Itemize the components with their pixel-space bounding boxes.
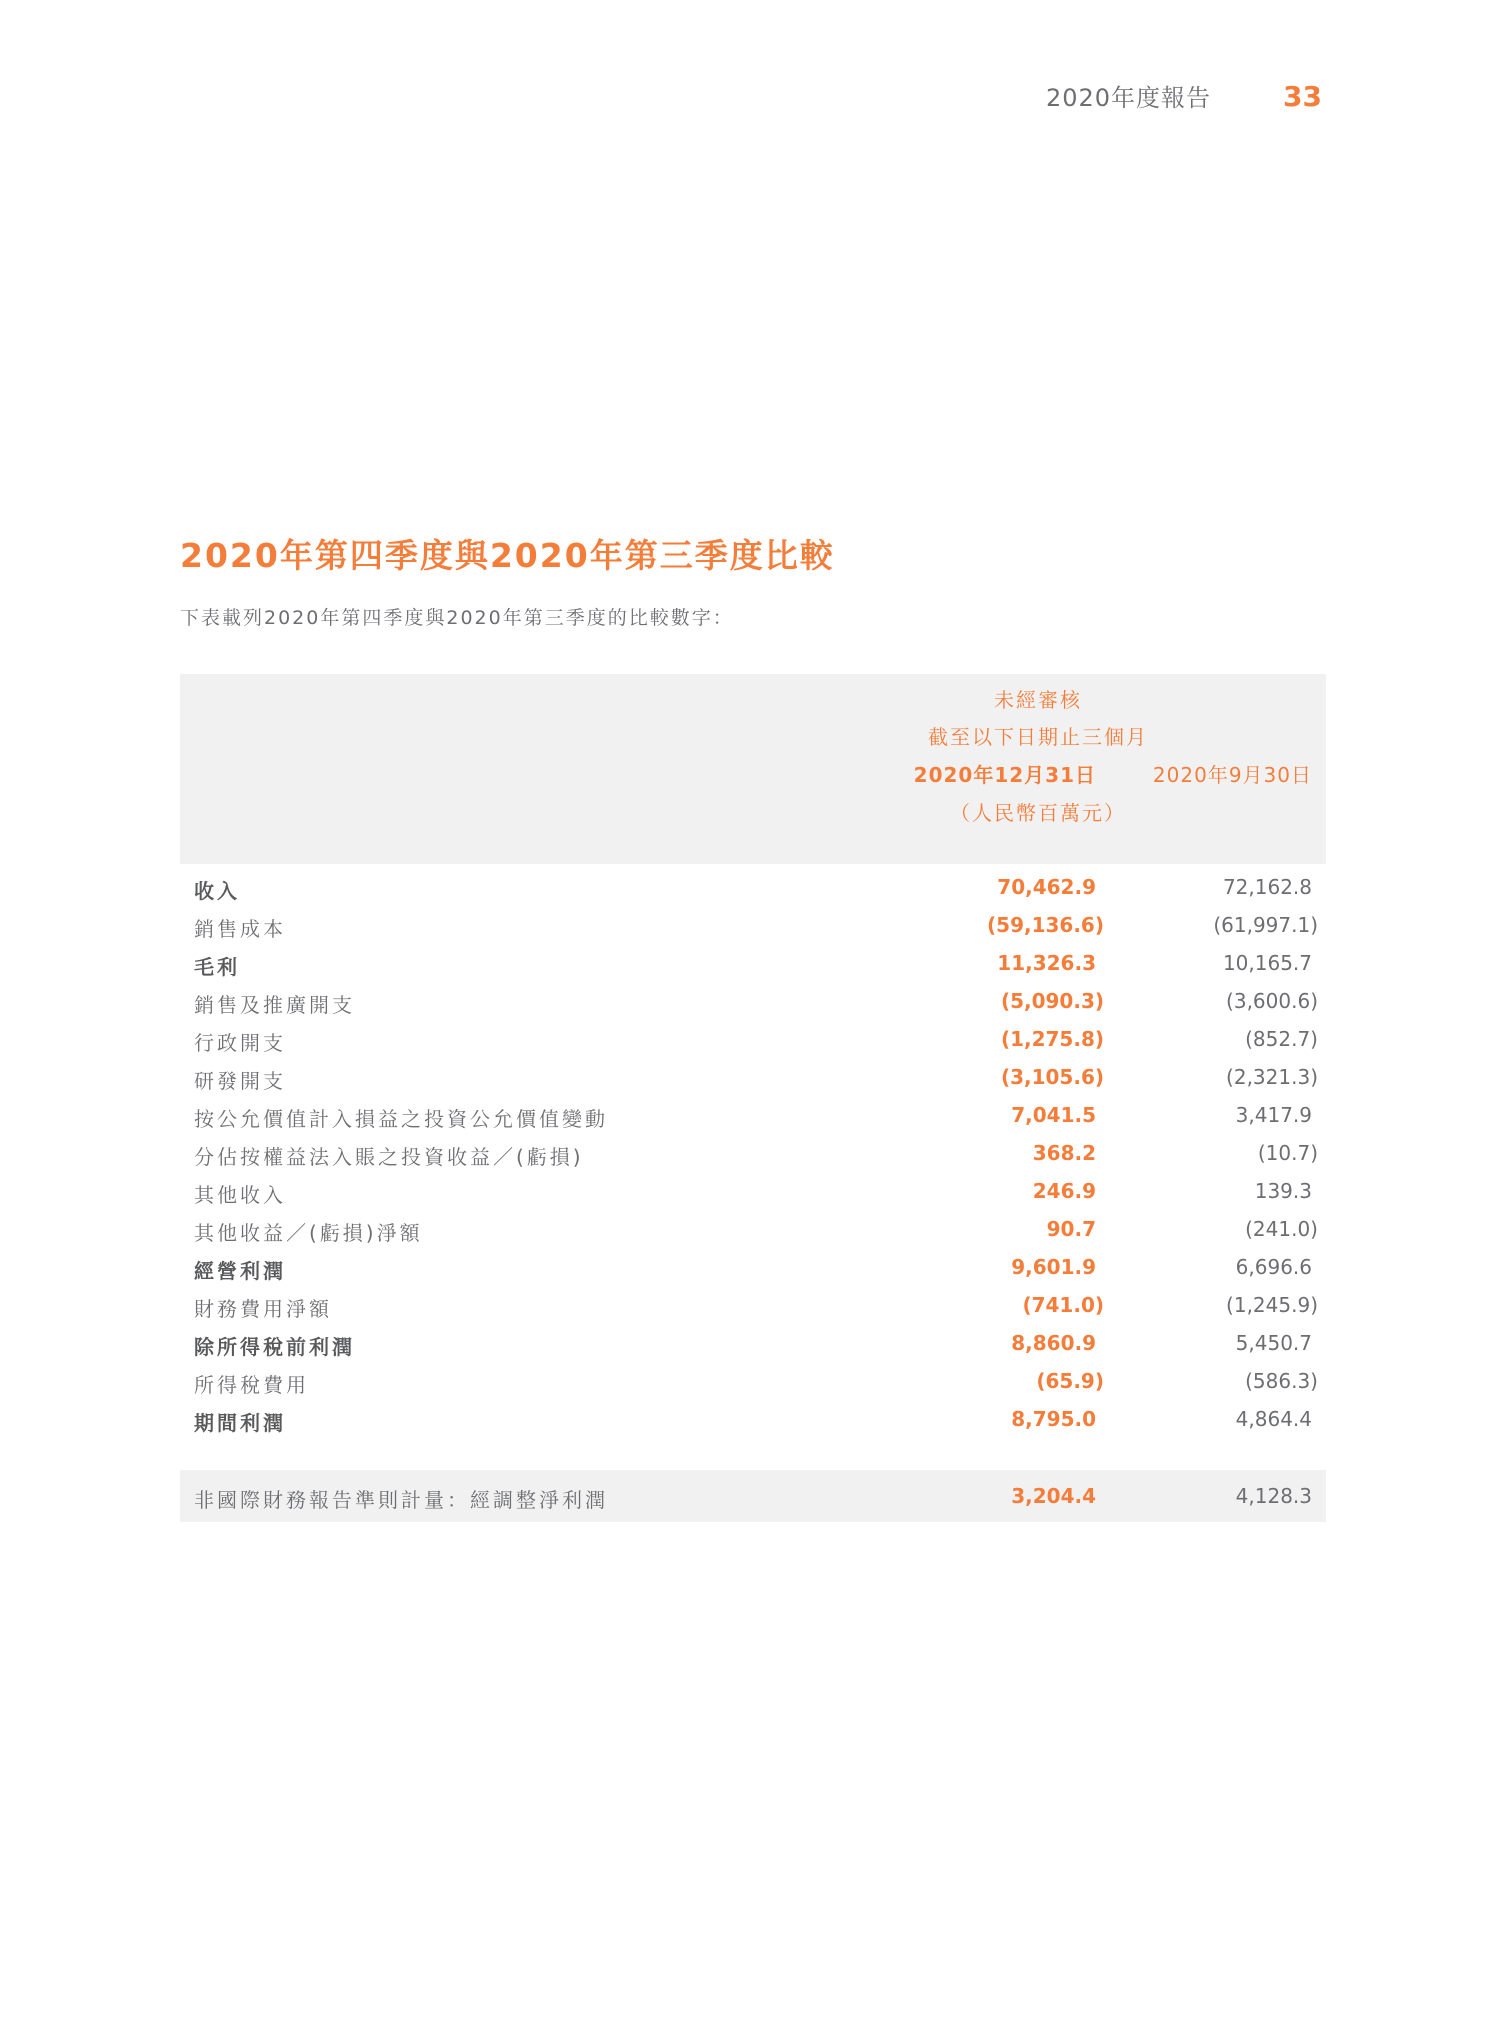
row-label: 行政開支 (194, 1031, 286, 1055)
value-q3: (586.3) (1245, 1369, 1318, 1393)
row-label: 其他收益／(虧損)淨額 (194, 1221, 423, 1245)
value-q4: (1,275.8) (1000, 1027, 1104, 1051)
value-q4: (741.0) (1022, 1293, 1104, 1317)
row-label: 非國際財務報告準則計量：經調整淨利潤 (194, 1488, 608, 1512)
table-row (180, 943, 1326, 981)
table-row (180, 1361, 1326, 1399)
value-q3: (61,997.1) (1213, 913, 1318, 937)
value-q3: (241.0) (1245, 1217, 1318, 1241)
row-label: 經營利潤 (194, 1259, 286, 1283)
row-label: 財務費用淨額 (194, 1297, 332, 1321)
table-header (180, 674, 1326, 864)
value-q4: 70,462.9 (997, 875, 1096, 899)
value-q3: 3,417.9 (1235, 1103, 1312, 1127)
table-row (180, 1323, 1326, 1361)
value-q4: 90.7 (1046, 1217, 1096, 1241)
column-header-q3: 2020年9月30日 (1152, 763, 1312, 787)
value-q3: (1,245.9) (1226, 1293, 1318, 1317)
value-q4: 8,860.9 (1011, 1331, 1096, 1355)
value-q4: 8,795.0 (1011, 1407, 1096, 1431)
row-label: 毛利 (194, 955, 240, 979)
table-row (180, 1209, 1326, 1247)
table-row (180, 1399, 1326, 1437)
table-row (180, 1171, 1326, 1209)
value-q4: 246.9 (1032, 1179, 1096, 1203)
page-header (1046, 78, 1322, 113)
value-q3: (2,321.3) (1226, 1065, 1318, 1089)
period-note: 截至以下日期止三個月 (928, 725, 1148, 749)
value-q4: (3,105.6) (1000, 1065, 1104, 1089)
table-row (180, 981, 1326, 1019)
row-label: 分佔按權益法入賬之投資收益／(虧損) (194, 1145, 584, 1169)
value-q4: 9,601.9 (1011, 1255, 1096, 1279)
table-row (180, 1057, 1326, 1095)
value-q4: (59,136.6) (987, 913, 1104, 937)
value-q4: (65.9) (1036, 1369, 1104, 1393)
value-q3: 5,450.7 (1235, 1331, 1312, 1355)
row-label: 收入 (194, 879, 240, 903)
row-label: 期間利潤 (194, 1411, 286, 1435)
row-label: 所得稅費用 (194, 1373, 309, 1397)
row-label: 其他收入 (194, 1183, 286, 1207)
table-row (180, 1133, 1326, 1171)
value-q3: 139.3 (1254, 1179, 1312, 1203)
value-q3: 4,128.3 (1235, 1484, 1312, 1508)
value-q3: (852.7) (1245, 1027, 1318, 1051)
value-q4: (5,090.3) (1000, 989, 1104, 1013)
section-title: 2020年第四季度與2020年第三季度比較 (180, 536, 835, 575)
table-row (180, 905, 1326, 943)
value-q4: 368.2 (1032, 1141, 1096, 1165)
row-label: 除所得稅前利潤 (194, 1335, 355, 1359)
table-row (180, 867, 1326, 905)
table-row (180, 1019, 1326, 1057)
audit-note: 未經審核 (994, 688, 1082, 712)
table-row (180, 1285, 1326, 1323)
value-q3: (3,600.6) (1226, 989, 1318, 1013)
table-body (180, 867, 1326, 1437)
page-number: 33 (1283, 80, 1322, 113)
value-q4: 11,326.3 (997, 951, 1096, 975)
column-header-q4: 2020年12月31日 (913, 763, 1096, 787)
comparison-table (180, 674, 1326, 1437)
value-q3: 4,864.4 (1235, 1407, 1312, 1431)
table-row (180, 1247, 1326, 1285)
adjusted-net-profit-row (180, 1470, 1326, 1522)
row-label: 銷售及推廣開支 (194, 993, 355, 1017)
unit-note: （人民幣百萬元） (950, 801, 1126, 825)
value-q3: 72,162.8 (1222, 875, 1312, 899)
value-q4: 3,204.4 (1011, 1484, 1096, 1508)
report-title: 2020年度報告 (1045, 84, 1212, 112)
row-label: 銷售成本 (194, 917, 286, 941)
intro-text: 下表載列2020年第四季度與2020年第三季度的比較數字： (180, 607, 734, 629)
value-q3: 6,696.6 (1235, 1255, 1312, 1279)
value-q3: 10,165.7 (1222, 951, 1312, 975)
row-label: 按公允價值計入損益之投資公允價值變動 (194, 1107, 608, 1131)
table-row (180, 1095, 1326, 1133)
value-q4: 7,041.5 (1011, 1103, 1096, 1127)
value-q3: (10.7) (1257, 1141, 1318, 1165)
row-label: 研發開支 (194, 1069, 286, 1093)
